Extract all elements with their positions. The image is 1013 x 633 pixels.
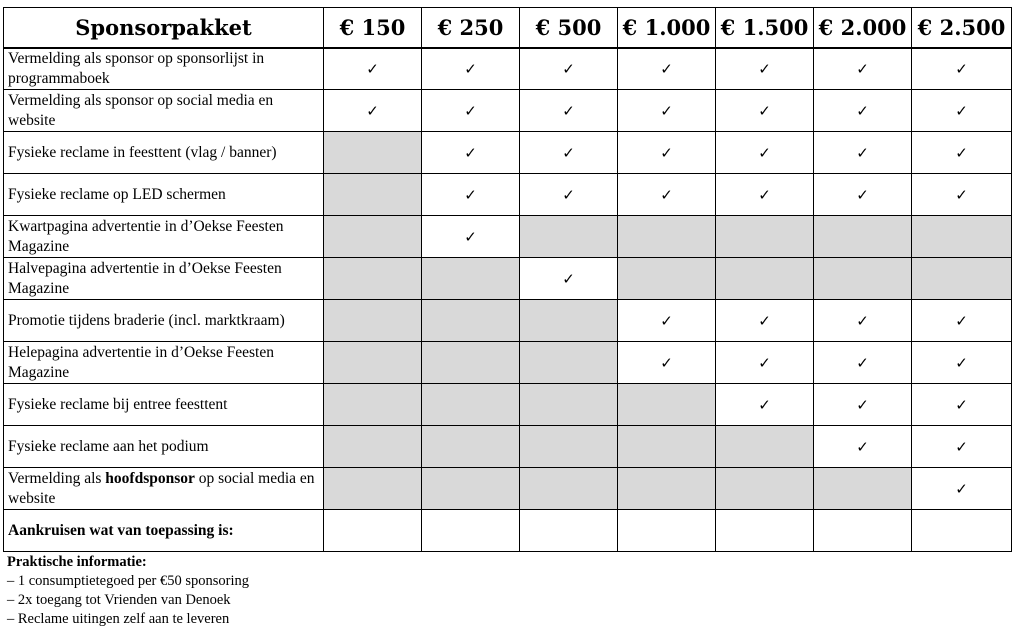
tier-1500: € 1.500 (716, 8, 814, 48)
included-cell (422, 48, 520, 90)
checkmark-icon: ✓ (660, 101, 673, 120)
checkmark-icon: ✓ (758, 185, 771, 204)
checkmark-icon: ✓ (955, 185, 968, 204)
checkmark-icon: ✓ (758, 143, 771, 162)
tick-box-cell[interactable] (324, 510, 422, 552)
not-included-cell (520, 426, 618, 468)
table-row (4, 426, 1012, 468)
checkmark-icon: ✓ (562, 101, 575, 120)
table-title: Sponsorpakket (4, 8, 324, 48)
checkmark-icon: ✓ (464, 101, 477, 120)
included-cell (324, 90, 422, 132)
tier-2500: € 2.500 (912, 8, 1012, 48)
table-row (4, 300, 1012, 342)
row-label: Fysieke reclame op LED schermen (4, 174, 324, 216)
row-label: Fysieke reclame bij entree feesttent (4, 384, 324, 426)
not-included-cell (324, 384, 422, 426)
tier-1000: € 1.000 (618, 8, 716, 48)
row-label: Promotie tijdens braderie (incl. marktkraam) (4, 300, 324, 342)
table-body (4, 48, 1012, 552)
not-included-cell (912, 216, 1012, 258)
table-row (4, 174, 1012, 216)
included-cell (618, 132, 716, 174)
tier-250: € 250 (422, 8, 520, 48)
included-cell (912, 90, 1012, 132)
not-included-cell (324, 342, 422, 384)
included-cell (814, 48, 912, 90)
table-row (4, 216, 1012, 258)
checkmark-icon: ✓ (856, 185, 869, 204)
not-included-cell (716, 216, 814, 258)
included-cell (618, 48, 716, 90)
included-cell (716, 90, 814, 132)
checkmark-icon: ✓ (856, 437, 869, 456)
included-cell (520, 258, 618, 300)
row-label: Fysieke reclame aan het podium (4, 426, 324, 468)
not-included-cell (814, 258, 912, 300)
included-cell (716, 174, 814, 216)
tier-500: € 500 (520, 8, 618, 48)
not-included-cell (422, 342, 520, 384)
tier-2000: € 2.000 (814, 8, 912, 48)
included-cell (912, 468, 1012, 510)
not-included-cell (324, 426, 422, 468)
not-included-cell (912, 258, 1012, 300)
table-row (4, 48, 1012, 90)
not-included-cell (814, 216, 912, 258)
tick-box-cell[interactable] (814, 510, 912, 552)
not-included-cell (324, 174, 422, 216)
not-included-cell (520, 300, 618, 342)
included-cell (618, 174, 716, 216)
tick-box-cell[interactable] (422, 510, 520, 552)
practical-info-title: Praktische informatie: (7, 554, 147, 570)
practical-info-item: – 2x toegang tot Vrienden van Denoek (7, 592, 231, 608)
checkmark-icon: ✓ (660, 353, 673, 372)
header-row (4, 8, 1012, 48)
checkmark-icon: ✓ (955, 479, 968, 498)
included-cell (324, 48, 422, 90)
not-included-cell (324, 216, 422, 258)
not-included-cell (618, 384, 716, 426)
included-cell (422, 90, 520, 132)
included-cell (912, 174, 1012, 216)
included-cell (912, 48, 1012, 90)
not-included-cell (422, 300, 520, 342)
checkmark-icon: ✓ (464, 59, 477, 78)
tick-box-cell[interactable] (520, 510, 618, 552)
table-row (4, 132, 1012, 174)
checkmark-icon: ✓ (955, 143, 968, 162)
table-row (4, 342, 1012, 384)
included-cell (814, 90, 912, 132)
checkmark-icon: ✓ (955, 311, 968, 330)
included-cell (814, 384, 912, 426)
checkmark-icon: ✓ (660, 311, 673, 330)
included-cell (912, 384, 1012, 426)
not-included-cell (520, 216, 618, 258)
included-cell (814, 300, 912, 342)
table-row (4, 258, 1012, 300)
checkmark-icon: ✓ (856, 143, 869, 162)
included-cell (520, 132, 618, 174)
not-included-cell (324, 132, 422, 174)
not-included-cell (618, 426, 716, 468)
row-label-bold: hoofdsponsor (105, 469, 195, 487)
row-label: Vermelding als sponsor op sponsorlijst in programmaboek (4, 48, 324, 90)
included-cell (520, 174, 618, 216)
row-label-part: Vermelding als (8, 469, 106, 487)
not-included-cell (324, 300, 422, 342)
not-included-cell (716, 426, 814, 468)
included-cell (422, 174, 520, 216)
tick-row (4, 510, 1012, 552)
checkmark-icon: ✓ (955, 59, 968, 78)
checkmark-icon: ✓ (856, 311, 869, 330)
included-cell (422, 132, 520, 174)
practical-info-item: – 1 consumptietegoed per €50 sponsoring (7, 573, 250, 589)
checkmark-icon: ✓ (955, 101, 968, 120)
table-row (4, 90, 1012, 132)
included-cell (422, 216, 520, 258)
table-row (4, 468, 1012, 510)
checkmark-icon: ✓ (366, 59, 379, 78)
not-included-cell (618, 258, 716, 300)
checkmark-icon: ✓ (758, 395, 771, 414)
included-cell (716, 132, 814, 174)
included-cell (814, 132, 912, 174)
included-cell (814, 174, 912, 216)
included-cell (912, 342, 1012, 384)
included-cell (814, 426, 912, 468)
not-included-cell (520, 468, 618, 510)
not-included-cell (618, 468, 716, 510)
not-included-cell (324, 468, 422, 510)
not-included-cell (422, 468, 520, 510)
not-included-cell (422, 426, 520, 468)
checkmark-icon: ✓ (660, 59, 673, 78)
checkmark-icon: ✓ (562, 269, 575, 288)
checkmark-icon: ✓ (758, 101, 771, 120)
checkmark-icon: ✓ (955, 437, 968, 456)
not-included-cell (814, 468, 912, 510)
included-cell (716, 384, 814, 426)
row-label: Fysieke reclame in feesttent (vlag / banner) (4, 132, 324, 174)
included-cell (716, 342, 814, 384)
included-cell (716, 300, 814, 342)
checkmark-icon: ✓ (955, 395, 968, 414)
table-row (4, 384, 1012, 426)
row-label: Vermelding als sponsor op social media en website (4, 90, 324, 132)
tick-row-label: Aankruisen wat van toepassing is: (4, 510, 324, 552)
checkmark-icon: ✓ (758, 353, 771, 372)
practical-info-item: – Reclame uitingen zelf aan te leveren (7, 611, 230, 627)
checkmark-icon: ✓ (562, 143, 575, 162)
checkmark-icon: ✓ (562, 59, 575, 78)
checkmark-icon: ✓ (856, 59, 869, 78)
included-cell (912, 300, 1012, 342)
checkmark-icon: ✓ (758, 311, 771, 330)
checkmark-icon: ✓ (955, 353, 968, 372)
included-cell (618, 342, 716, 384)
practical-info (7, 553, 249, 629)
not-included-cell (716, 258, 814, 300)
row-label-part: op social media en website (8, 469, 315, 507)
not-included-cell (422, 384, 520, 426)
checkmark-icon: ✓ (366, 101, 379, 120)
checkmark-icon: ✓ (856, 101, 869, 120)
included-cell (618, 90, 716, 132)
tier-150: € 150 (324, 8, 422, 48)
not-included-cell (422, 258, 520, 300)
checkmark-icon: ✓ (464, 227, 477, 246)
included-cell (716, 48, 814, 90)
included-cell (520, 90, 618, 132)
checkmark-icon: ✓ (464, 185, 477, 204)
included-cell (814, 342, 912, 384)
not-included-cell (324, 258, 422, 300)
checkmark-icon: ✓ (856, 353, 869, 372)
included-cell (912, 132, 1012, 174)
not-included-cell (618, 216, 716, 258)
included-cell (618, 300, 716, 342)
not-included-cell (520, 384, 618, 426)
row-label: Halvepagina advertentie in d’Oekse Feesten Magazine (4, 258, 324, 300)
sponsor-table (3, 7, 1012, 552)
checkmark-icon: ✓ (562, 185, 575, 204)
checkmark-icon: ✓ (464, 143, 477, 162)
row-label (4, 468, 324, 510)
tick-box-cell[interactable] (618, 510, 716, 552)
checkmark-icon: ✓ (856, 395, 869, 414)
checkmark-icon: ✓ (660, 143, 673, 162)
tick-box-cell[interactable] (912, 510, 1012, 552)
included-cell (520, 48, 618, 90)
tick-box-cell[interactable] (716, 510, 814, 552)
not-included-cell (716, 468, 814, 510)
checkmark-icon: ✓ (660, 185, 673, 204)
not-included-cell (520, 342, 618, 384)
row-label: Kwartpagina advertentie in d’Oekse Feesten Magazine (4, 216, 324, 258)
checkmark-icon: ✓ (758, 59, 771, 78)
included-cell (912, 426, 1012, 468)
row-label: Helepagina advertentie in d’Oekse Feesten Magazine (4, 342, 324, 384)
